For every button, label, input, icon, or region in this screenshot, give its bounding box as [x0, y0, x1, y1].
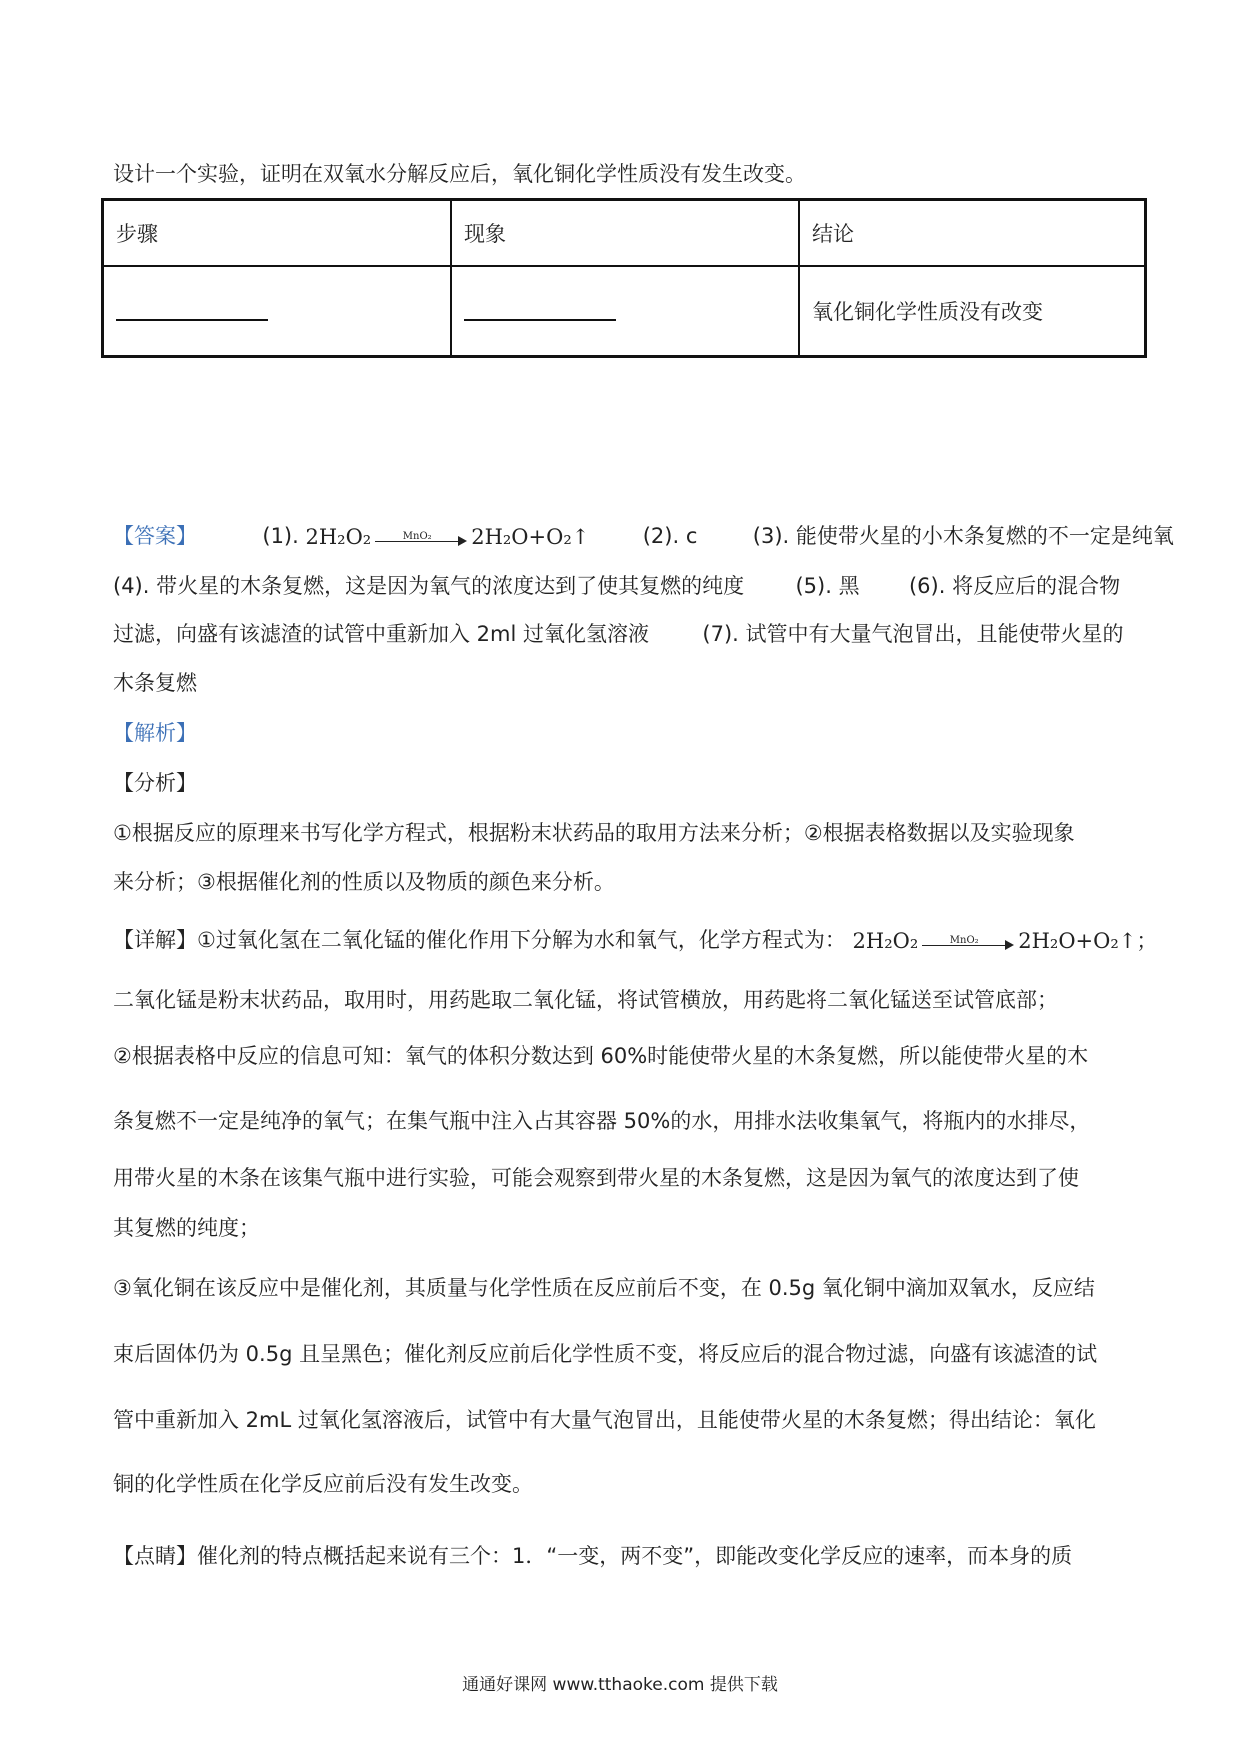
analysis-line: 来分析；③根据催化剂的性质以及物质的颜色来分析。 [113, 870, 615, 894]
answer-line-1 [113, 522, 1174, 551]
answer-blank [464, 297, 616, 321]
answer-tag: 【答案】 [113, 524, 197, 548]
answer-line-2 [113, 572, 1120, 600]
equation [305, 523, 589, 551]
table-header-cell: 结论 [799, 200, 1146, 267]
analysis-subtag: 【分析】 [113, 771, 197, 795]
table-row [103, 266, 1146, 357]
detail-line: 束后固体仍为 0.5g 且呈黑色；催化剂反应前后化学性质不变，将反应后的混合物过滤，向盛有该滤渣的试 [113, 1342, 1098, 1366]
answer-item: (5). 黑 [795, 574, 860, 598]
detail-line-1 [113, 926, 1157, 955]
equation-reactant: 2H₂O₂ [852, 929, 919, 953]
detail-line: 管中重新加入 2mL 过氧化氢溶液后，试管中有大量气泡冒出，且能使带火星的木条复燃；得出结论：氧化 [113, 1408, 1096, 1432]
detail-line: 其复燃的纯度； [113, 1216, 260, 1240]
answer-item: (6). 将反应后的混合物 [908, 574, 1121, 598]
page-footer: 通通好课网 www.tthaoke.com 提供下载 [462, 1675, 778, 1695]
equation-product: 2H₂O+O₂↑ [471, 525, 590, 549]
answer-item: (2). c [642, 524, 698, 548]
answer-blank [116, 297, 268, 321]
answer-item: 过滤，向盛有该滤渣的试管中重新加入 2ml 过氧化氢溶液 [113, 622, 650, 646]
detail-line: 铜的化学性质在化学反应前后没有发生改变。 [113, 1472, 533, 1496]
catalyst-label: MnO₂ [402, 530, 432, 542]
answer-line-4: 木条复燃 [113, 671, 197, 695]
table-header-row [103, 200, 1146, 267]
reaction-arrow-icon [922, 933, 1014, 953]
catalyst-label: MnO₂ [949, 934, 979, 946]
intro-text: 设计一个实验，证明在双氧水分解反应后，氧化铜化学性质没有发生改变。 [113, 162, 806, 186]
reaction-arrow-icon [375, 529, 467, 549]
experiment-table [101, 198, 1147, 358]
detail-line: 二氧化锰是粉末状药品，取用时，用药匙取二氧化锰，将试管横放，用药匙将二氧化锰送至试管底部； [113, 988, 1058, 1012]
table-header-cell: 步骤 [103, 200, 452, 267]
analysis-line: ①根据反应的原理来书写化学方程式，根据粉末状药品的取用方法来分析；②根据表格数据以及实验现象 [113, 821, 1075, 845]
answer-line-3 [113, 620, 1124, 648]
table-cell-blank [451, 266, 799, 357]
detail-prefix: 【详解】①过氧化氢在二氧化锰的催化作用下分解为水和氧气，化学方程式为： [113, 928, 846, 952]
detail-line: ②根据表格中反应的信息可知：氧气的体积分数达到 60%时能使带火星的木条复燃，所以能使带火星的木 [113, 1044, 1089, 1068]
equation [853, 927, 1158, 955]
detail-line: ③氧化铜在该反应中是催化剂，其质量与化学性质在反应前后不变，在 0.5g 氧化铜中滴加双氧水，反应结 [113, 1276, 1095, 1300]
answer-item: (7). 试管中有大量气泡冒出，且能使带火星的 [702, 622, 1124, 646]
analysis-tag: 【解析】 [113, 721, 197, 745]
answer-item: (3). 能使带火星的小木条复燃的不一定是纯氧 [752, 524, 1174, 548]
table-cell-blank [103, 266, 452, 357]
answer-item: (1). [262, 524, 299, 548]
answer-item: (4). 带火星的木条复燃，这是因为氧气的浓度达到了使其复燃的纯度 [113, 574, 745, 598]
detail-line: 条复燃不一定是纯净的氧气；在集气瓶中注入占其容器 50%的水，用排水法收集氧气，将瓶内的水排尽， [113, 1109, 1091, 1133]
point-line: 【点睛】催化剂的特点概括起来说有三个：1．“一变，两不变”，即能改变化学反应的速率，而本身的质 [113, 1544, 1073, 1568]
table-cell: 氧化铜化学性质没有改变 [799, 266, 1146, 357]
equation-reactant: 2H₂O₂ [305, 525, 372, 549]
table-header-cell: 现象 [451, 200, 799, 267]
detail-line: 用带火星的木条在该集气瓶中进行实验，可能会观察到带火星的木条复燃，这是因为氧气的浓度达到了使 [113, 1166, 1079, 1190]
equation-product: 2H₂O+O₂↑； [1018, 929, 1158, 953]
